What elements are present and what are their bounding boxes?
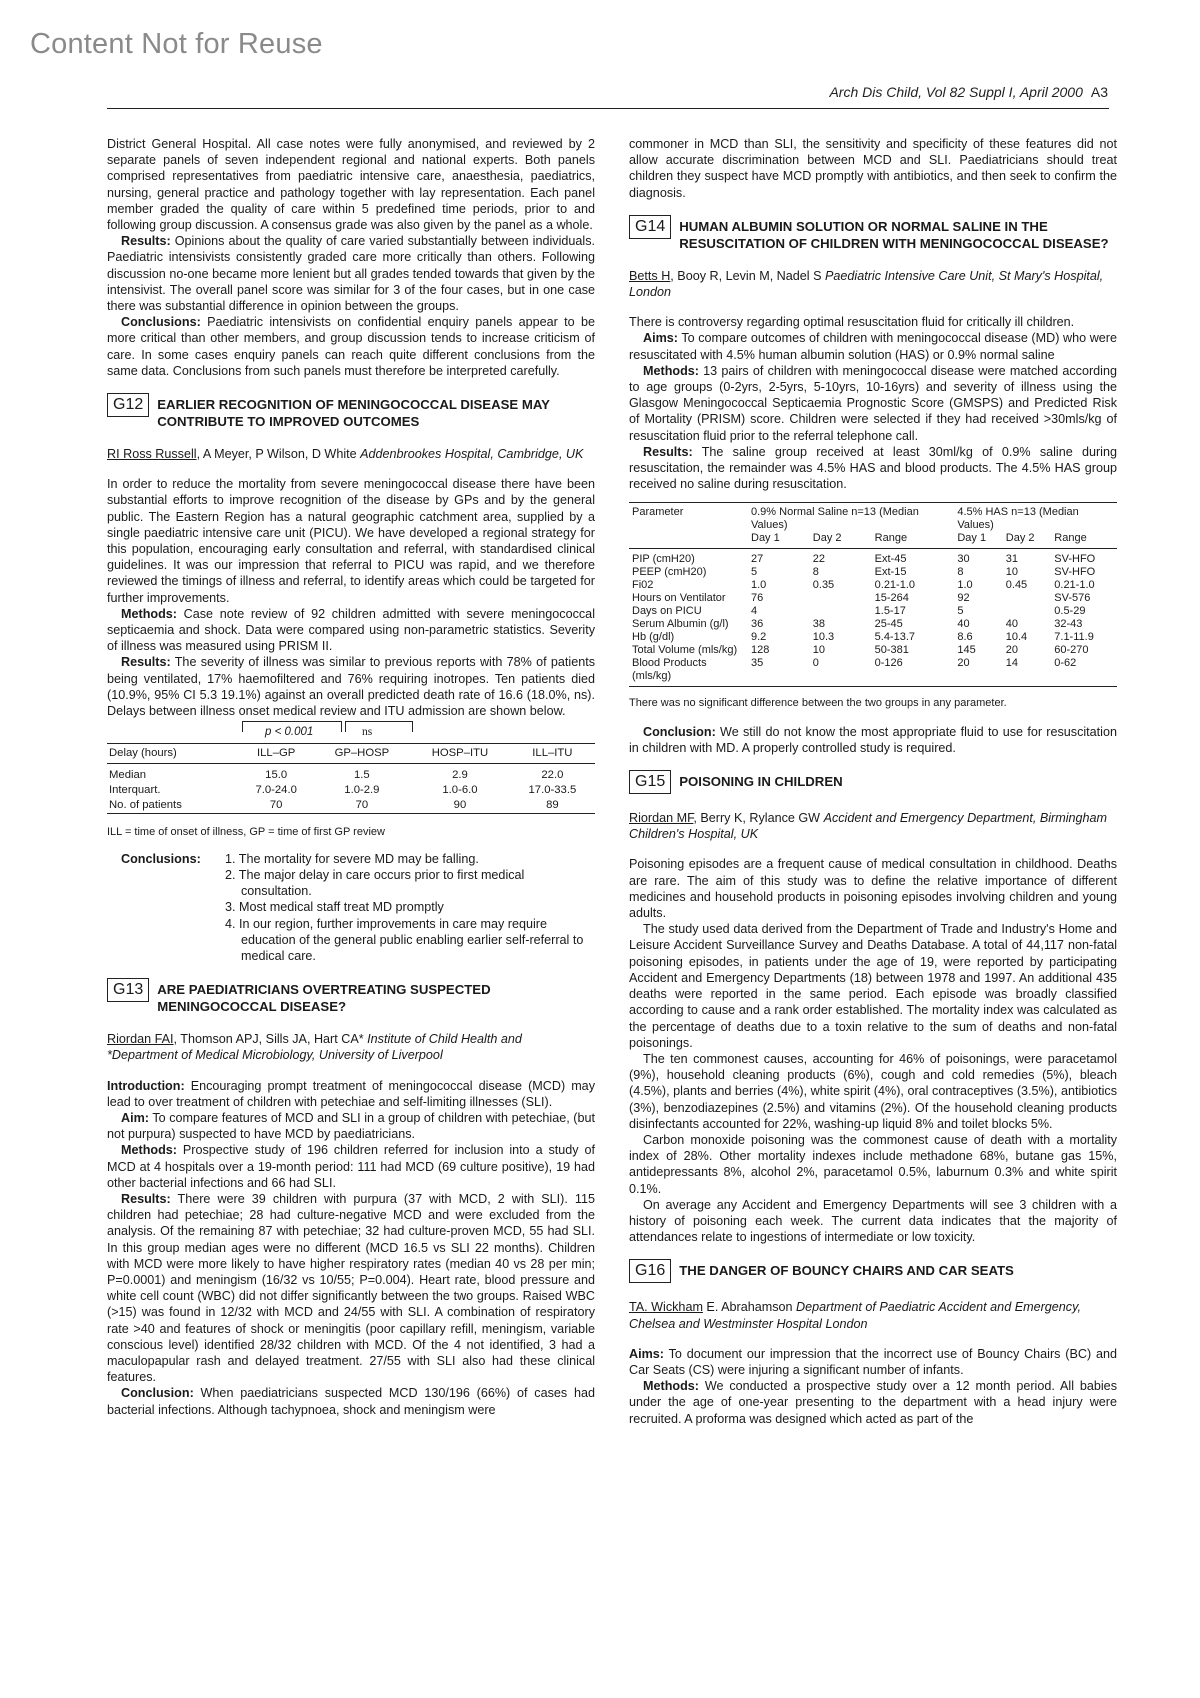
journal-citation [829,84,1108,100]
paragraph [107,606,595,655]
abstract-heading-g14 [629,215,1117,252]
abstract-heading-g15 [629,770,1117,794]
table-row [629,618,1117,631]
label: Aims: [629,1346,664,1361]
label: Methods: [643,363,699,378]
table-cell: 27 [751,553,764,566]
paragraph [107,1078,595,1110]
citation-text: Arch Dis Child, Vol 82 Suppl I, April 2000 [829,84,1083,100]
first-author: Riordan MF [629,811,694,826]
table-cell: 10.3 [812,631,835,644]
table-cell: Blood Products (mls/kg) [629,657,748,687]
text: Case note review of 92 children admitted with severe meningococcal septicaemia and shock. Data were compared using non-parametric statistics. Severity of illness was measured using PRISM II. [107,606,595,654]
paragraph [107,233,595,314]
co-authors: , Booy R, Levin M, Nadel S [670,268,825,283]
table-cell: 1.0-2.9 [344,784,380,797]
delay-table [107,743,595,814]
abstract-code: G12 [107,393,149,417]
table-cell: 0 [810,657,872,687]
table-cell: 0-126 [872,657,955,687]
table-cell: 0.35 [812,579,835,592]
table-cell: SV-576 [1054,592,1091,605]
table-row [107,798,595,814]
table-row [629,605,1117,618]
first-author: Riordan FAI [107,1032,174,1047]
watermark: Content Not for Reuse [30,28,323,60]
header-rule [107,108,1109,109]
table-cell: 35 [748,657,810,687]
text: We still do not know the most appropriate fluid to use for resuscitation in children with MD. A properly controlled study is required. [629,724,1117,755]
abstract-title: HUMAN ALBUMIN SOLUTION OR NORMAL SALINE IN THE RESUSCITATION OF CHILDREN WITH MENINGOCOCCAL DISEASE? [679,218,1109,251]
text: 13 pairs of children with meningococcal disease were matched according to age groups (0-2yrs, 2-5yrs, 5-10yrs, 10-16yrs) and severity of illness using the Glasgow Meningococcal Septicaemia Prognostic Score (GMSPS) and Predicted Risk of Mortality (PRISM) score. Children were selected if they had received >30mls/kg of resuscitation fluid prior to the referral telephone call. [629,363,1117,443]
table-note: There was no significant difference between the two groups in any parameter. [629,697,1007,710]
paragraph: There is controversy regarding optimal resuscitation fluid for critically ill children. [629,315,1075,330]
table-row [629,592,1117,605]
table-row [629,657,1117,687]
label: Methods: [643,1379,699,1394]
abstract-title: EARLIER RECOGNITION OF MENINGOCOCCAL DISEASE MAY CONTRIBUTE TO IMPROVED OUTCOMES [157,397,550,430]
abstract-heading-g13 [107,978,595,1015]
table-cell: 22.0 [541,769,564,782]
text: To compare features of MCD and SLI in a group of children with petechiae, (but not purpura) suspected to have MCD by paediatricians. [107,1110,595,1142]
co-authors: E. Abrahamson [702,1300,797,1315]
paragraph [107,1385,595,1417]
table-row [629,631,1117,644]
co-authors: , Thomson APJ, Sills JA, Hart CA* [173,1032,368,1047]
table-cell: 22 [812,553,826,566]
abstract-heading-g16 [629,1259,1117,1283]
table-cell: 10.4 [1005,631,1028,644]
table-cell: 20 [954,657,1002,687]
table-cell: 15.0 [265,769,288,782]
table-cell: 30 [957,553,970,566]
paragraph [107,654,595,719]
label: Conclusion: [121,1386,194,1401]
table-cell: PEEP (cmH20) [632,566,707,579]
table-cell: 0-62 [1051,657,1117,687]
first-author: RI Ross Russell [107,447,197,462]
table-header: HOSP–ITU [410,744,510,764]
paragraph [107,1110,595,1142]
text: The severity of illness was similar to previous reports with 78% of patients being ventilated, 17% haemofiltered and 76% requiring inotropes. Ten patients died (10.9%, 95% CI 5.3 19.1%) against an overall predicted death rate of 16.6 (18.0%, ns). Delays between illness onset medical review and ITU admission are shown below. [107,655,595,719]
table-cell: 145 [957,644,976,657]
text: When paediatricians suspected MCD 130/196 (66%) of cases had bacterial infections. Although tachypnoea, shock and meningism were [107,1386,595,1417]
table-subheader: Day 2 [1003,532,1052,549]
paragraph [629,724,1117,756]
table-cell: 76 [751,592,764,605]
abstract-title: POISONING IN CHILDREN [679,774,843,790]
affiliation: Institute of Child Health and *Department of Medical Microbiology, University of Liverpool [107,1032,522,1063]
table-cell: 8.6 [957,631,973,644]
table-cell: Median [109,769,147,782]
table-cell: 10 [812,644,826,657]
paragraph: Carbon monoxide poisoning was the commonest cause of death with a mortality index of 28%. Other mortality indexes include methadone 68%, butane gas 15%, antidepressants 8%, alcohol 2%, paracetamol 0.5%, laburnum 0.3% and white spirit 0.1%. [629,1132,1117,1196]
table-cell: Hb (g/dl) [632,631,675,644]
table-cell: 17.0-33.5 [528,784,577,797]
paragraph [107,314,595,379]
table-subheader: Range [1051,532,1117,549]
bracket [345,721,413,732]
table-cell: Fi02 [632,579,654,592]
table-header: Parameter [629,503,748,533]
label: Methods: [121,606,177,621]
table-cell: 1.5-17 [874,605,906,618]
abstract-code: G14 [629,215,671,239]
table-cell: 2.9 [452,769,468,782]
table-cell: 70 [314,798,411,814]
paragraph: commoner in MCD than SLI, the sensitivity and specificity of these features did not allow accurate discrimination between MCD and SLI. Paediatricians should treat children they suspect have MCD promptly with antibiotics, and then seek to confirm the diagnosis. [629,137,1117,200]
table-cell: 8 [957,566,964,579]
fluid-table [629,502,1117,687]
table-subheader: Range [872,532,955,549]
table-cell: 92 [957,592,970,605]
paragraph [107,1191,595,1385]
abstract-code: G13 [107,978,149,1002]
table-cell: Days on PICU [632,605,702,618]
table-cell: 60-270 [1054,644,1089,657]
table-cell: 0.45 [1005,579,1028,592]
label: Results: [121,1191,171,1206]
table-cell: SV-HFO [1054,553,1096,566]
table-cell: Serum Albumin (g/l) [632,618,729,631]
paragraph: On average any Accident and Emergency Departments will see 3 children with a history of poisoning each week. The current data indicates that the majority of attendances relate to ingestions of intermediate or low toxicity. [629,1197,1117,1245]
significance-brackets [107,719,595,739]
table-cell: 38 [812,618,826,631]
table-cell [810,592,872,605]
paragraph: District General Hospital. All case notes were fully anonymised, and reviewed by 2 separate panels of seven independent regional and national experts. Both panels comprised representatives from paediatric intensive care, anaesthesia, paediatrics, nursing, general practice and pathology together with lay representation. Each panel member graded the quality of care within 5 predefined time periods, prior to and following group discussion. A consensus grade was also given by the panel as a whole. [107,137,595,233]
list-item: 3. Most medical staff treat MD promptly [225,900,444,915]
table-row [629,644,1117,657]
affiliation: Department of Paediatric Accident and Emergency, Chelsea and Westminster Hospital London [629,1300,1081,1331]
table-subheader: Day 2 [810,532,872,549]
table-header: ILL–GP [239,744,314,764]
table-row [629,549,1117,567]
authors [629,268,1117,300]
conclusions-list [107,851,595,964]
table-cell: 14 [1003,657,1052,687]
paragraph: In order to reduce the mortality from severe meningococcal disease there have been substantial efforts to improve recognition of the disease by GPs and by the general public. The Eastern Region has a natural geographic catchment area, supplied by a single paediatric intensive care unit (PICU). We have developed a regional strategy for this population, encouraging early consultation and referral, with standardised clinical guidelines. It was our impression that referral to PICU was rapid, and we therefore reviewed the timings of illness and referral, to identify areas which could be targeted for further improvements. [107,477,595,605]
label: Aims: [643,331,678,346]
table-header: ILL–ITU [510,744,595,764]
paragraph [629,330,1117,362]
abstract-title: THE DANGER OF BOUNCY CHAIRS AND CAR SEATS [679,1263,1014,1279]
paragraph: Poisoning episodes are a frequent cause of medical consultation in childhood. Deaths are rare. The aim of this study was to define the relative importance of different medicines and household products in poisoning episodes involving children and young adults. [629,857,1117,921]
paragraph [629,363,1117,444]
table-subheader: Day 1 [748,532,810,549]
table-cell: 0.5-29 [1054,605,1086,618]
abstract-title: ARE PAEDIATRICIANS OVERTREATING SUSPECTED MENINGOCOCCAL DISEASE? [157,982,491,1015]
text: There were 39 children with purpura (37 with MCD, 2 with SLI). 115 children had petechiae; 28 had culture-negative MCD and were excluded from the analysis. Of the remaining 87 with petechiae; 32 had culture-proven MCD, 55 had SLI. In this group median ages were no different (MCD 16.5 vs SLI 22 months). Children with MCD were more likely to have higher respiratory rates (median 40 vs 28 per min; P=0.0001) and meningism (16/32 vs 10/55; P=0.004). Heart rate, blood pressure and white cell count (WBC) did not differ significantly between the two groups. Raised WBC (>15) was found in 12/32 with MCD and 24/55 with SLI. A combination of respiratory rate >40 and features of shock or meningitis (poor capillary refill, meningism, variable conscious level) identified 28/32 children with MCD. Of the 4 not identified, 3 had a maculopapular rash and delayed treatment. 27/55 with SLI also had these clinical features. [107,1191,595,1385]
authors [629,1299,1117,1331]
authors [107,1031,595,1063]
table-cell: 1.0 [957,579,973,592]
table-cell: Ext-45 [874,553,907,566]
label: Conclusions: [121,851,201,866]
table-cell: 8 [812,566,819,579]
label: Aim: [121,1110,149,1125]
table-header: 0.9% Normal Saline n=13 (Median Values) [748,503,954,533]
table-cell: Ext-15 [874,566,907,579]
table-cell: 0.21-1.0 [1054,579,1095,592]
table-cell: No. of patients [107,798,239,814]
label: Conclusion: [643,724,716,739]
table-cell: 1.0 [751,579,767,592]
label: Conclusions: [121,315,201,330]
table-cell: 40 [957,618,970,631]
table-subheader: Day 1 [954,532,1002,549]
co-authors: , Berry K, Rylance GW [693,811,824,826]
first-author: Betts H [629,268,671,283]
text: Paediatric intensivists on confidential enquiry panels appear to be more critical than other members, and group discussion tends to increase criticism of care. In some cases enquiry panels can reach quite different conclusions from the same data. Conclusions from such panels must therefore be interpreted carefully. [107,315,595,378]
table-cell: 5.4-13.7 [874,631,916,644]
table-cell: PIP (cmH20) [632,553,695,566]
label: Methods: [121,1143,177,1158]
table-cell: 0.21-1.0 [874,579,916,592]
table-cell [810,605,872,618]
affiliation: Paediatric Intensive Care Unit, St Mary's Hospital, London [629,268,1104,300]
affiliation: Accident and Emergency Department, Birmingham Children's Hospital, UK [629,811,1108,842]
label: Results: [643,444,693,459]
table-row [629,579,1117,592]
table-header [629,532,748,549]
table-cell: 25-45 [874,618,903,631]
table-cell: 70 [239,798,314,814]
table-row [107,783,595,798]
table-cell: 128 [751,644,770,657]
table-cell: 1.5 [354,769,370,782]
label: Results: [121,655,171,670]
abstract-heading-g12 [107,393,595,430]
page-number: A3 [1090,84,1108,100]
text: Prospective study of 196 children referred for inclusion into a study of MCD at 4 hospitals over a 19-month period: 111 had MCD (69 culture positive), 19 had other bacterial infections and 66 had SLI. [107,1143,595,1190]
text: The saline group received at least 30ml/kg of 0.9% saline during resuscitation, the remainder was 4.5% HAS and blood products. The 4.5% HAS group received no saline during resuscitation. [629,444,1117,492]
table-cell [1003,592,1052,605]
table-cell: 7.0-24.0 [255,784,297,797]
abstract-code: G16 [629,1259,671,1283]
table-footnote: ILL = time of onset of illness, GP = time of first GP review [107,826,385,839]
table-cell: 5 [957,605,964,618]
label: Results: [121,234,171,249]
right-column [629,136,1117,1427]
text: To document our impression that the incorrect use of Bouncy Chairs (BC) and Car Seats (CS) were injuring a significant number of infants. [629,1346,1117,1377]
table-header: GP–HOSP [314,744,411,764]
list-item: 2. The major delay in care occurs prior to first medical consultation. [225,867,525,899]
list-item: 1. The mortality for severe MD may be falling. [225,851,479,866]
text: We conducted a prospective study over a 12 month period. All babies under the age of one-year presenting to the department with a head injury were recruited. A proforma was designed which acted as part of the [629,1379,1117,1426]
text: Encouraging prompt treatment of meningococcal disease (MCD) may lead to over treatment of children with petechiae and self-limiting illnesses (SLI). [107,1078,595,1109]
co-authors: , A Meyer, P Wilson, D White [196,447,361,462]
table-cell: 89 [510,798,595,814]
label: Introduction: [107,1078,185,1093]
abstract-code: G15 [629,770,671,794]
authors [107,446,595,462]
text: To compare outcomes of children with meningococcal disease (MD) who were resuscitated with 4.5% human albumin solution (HAS) or 0.9% normal saline [629,331,1117,362]
table-cell: 40 [1005,618,1019,631]
table-cell: 10 [1005,566,1019,579]
authors [629,810,1117,842]
table-cell: 5 [751,566,758,579]
significance-label: p < 0.001 [262,724,316,740]
table-cell: 31 [1005,553,1019,566]
table-row [629,566,1117,579]
table-header: Delay (hours) [107,744,239,764]
paragraph [629,1378,1117,1427]
table-cell: 9.2 [751,631,767,644]
affiliation: Addenbrookes Hospital, Cambridge, UK [360,447,584,462]
paragraph [629,444,1117,493]
left-column [107,136,595,1418]
table-cell: 36 [751,618,764,631]
table-cell [1003,605,1052,618]
table-header: 4.5% HAS n=13 (Median Values) [954,503,1117,533]
table-cell: Total Volume (mls/kg) [632,644,738,657]
significance-label: ns [359,724,375,740]
paragraph: The ten commonest causes, accounting for 46% of poisonings, were paracetamol (9%), household cleaning products (6%), cough and cold remedies (5%), bleach (4.5%), plants and berries (4%), white spirit (4%), oral contraceptives (3.5%), antibiotics (3%), benzodiazepines (2.5%) and vitamins (2%). Of the household cleaning products disinfectants accounted for 22%, washing-up liquid 8% and toilet blocks 5%. [629,1051,1117,1131]
first-author: TA. Wickham [629,1300,703,1315]
table-cell: Hours on Ventilator [632,592,726,605]
table-row [107,764,595,784]
table-cell: 1.0-6.0 [442,784,478,797]
table-cell: 32-43 [1054,618,1083,631]
table-cell: 15-264 [874,592,909,605]
table-cell: 7.1-11.9 [1054,631,1094,644]
table-cell: 90 [410,798,510,814]
table-cell: 50-381 [874,644,909,657]
table-cell: SV-HFO [1054,566,1096,579]
table-cell: Interquart. [109,784,161,797]
table-cell: 4 [751,605,758,618]
table-cell: 20 [1005,644,1019,657]
text: Opinions about the quality of care varied substantially between individuals. Paediatric intensivists consistently graded care more critically than others. Following discussion no-one became more lenient but all grades tended towards that given by the intensivist. The overall panel score was similar for 3 of the four cases, but in one case there was substantial difference in opinion between the groups. [107,234,595,314]
paragraph [629,1346,1117,1378]
paragraph: The study used data derived from the Department of Trade and Industry's Home and Leisure Accident Surveillance Survey and Deaths Database. A total of 44,117 non-fatal poisoning episodes, in patients under the age of 19, were reported by participating Accident and Emergency Departments (18) between 1978 and 1997. An additional 435 deaths were reported in the same period. Each episode was broadly classified according to cause and a rank order established. The mortality index was calculated as the percentage of deaths due to a toxin relative to the sum of deaths and non-fatal poisonings. [629,922,1117,1050]
list-item: 4. In our region, further improvements in care may require education of the general public enabling earlier self-referral to medical care. [225,916,584,963]
paragraph [107,1142,595,1191]
